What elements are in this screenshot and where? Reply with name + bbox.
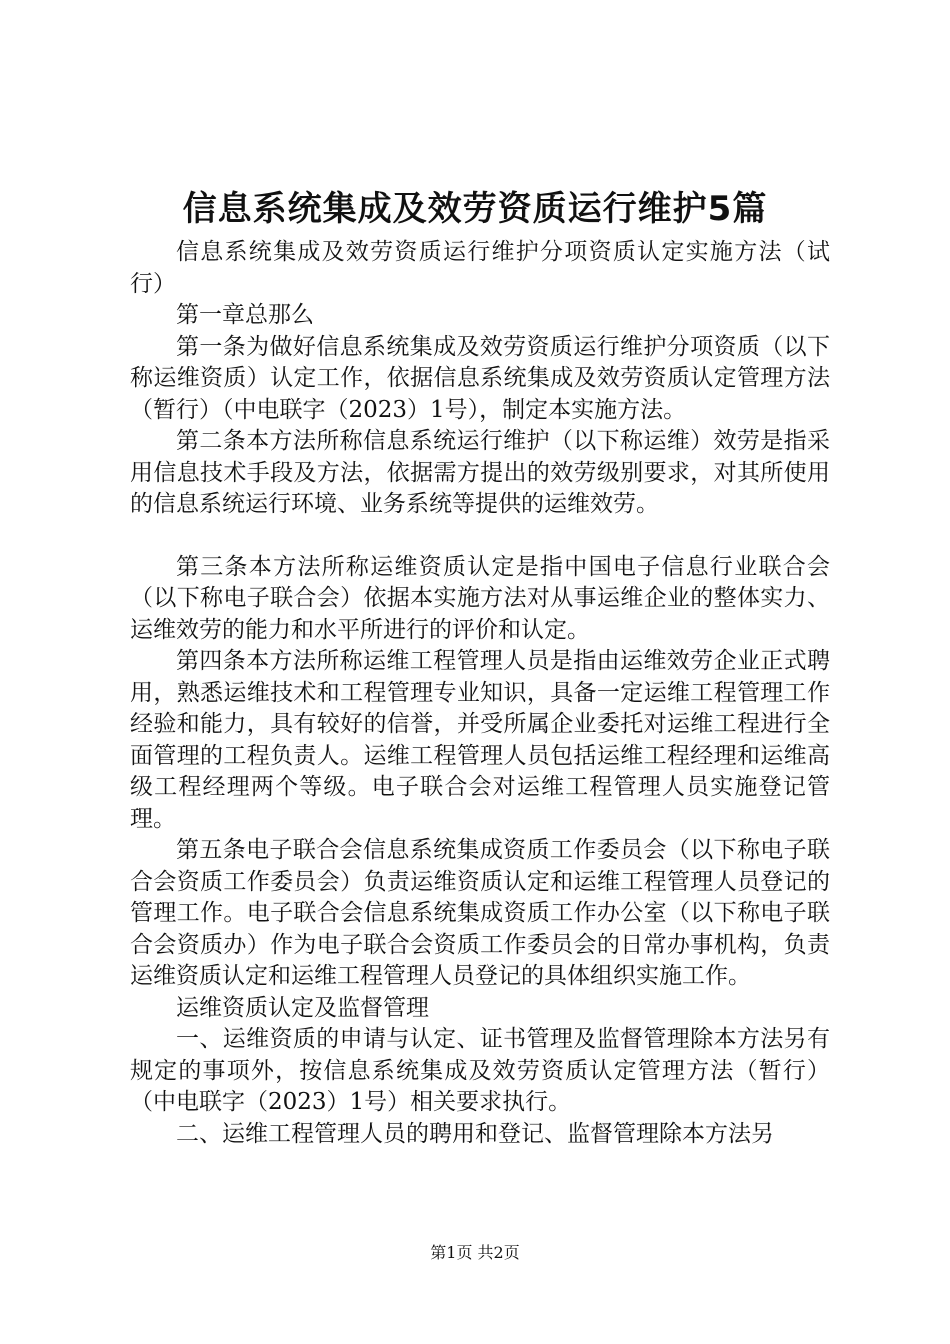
- paragraph-item-2: 二、运维工程管理人员的聘用和登记、监督管理除本方法另: [176, 1120, 774, 1147]
- paragraph-article-5: 第五条电子联合会信息系统集成资质工作委员会（以下称电子联合会资质工作委员会）负责运维资质认定和运维工程管理人员登记的管理工作。电子联合会信息系统集成资质工作办公室（以下称电子联合会资质办）作为电子联合会资质工作委员会的日常办事机构，负责运维资质认定和运维工程管理人员登记的具体组织实施工作。: [130, 837, 830, 989]
- paragraph-section-heading: 运维资质认定及监督管理: [176, 994, 429, 1021]
- paragraph-article-1: 第一条为做好信息系统集成及效劳资质运行维护分项资质（以下称运维资质）认定工作，依据信息系统集成及效劳资质认定管理方法（暂行）（中电联字（2023）1号），制定本实施方法。: [130, 333, 830, 423]
- paragraph-chapter-heading: 第一章总那么: [176, 302, 314, 328]
- page-number-footer: 第1页 共2页: [430, 1243, 520, 1262]
- document-body: [130, 237, 830, 1150]
- paragraph-article-4: 第四条本方法所称运维工程管理人员是指由运维效劳企业正式聘用，熟悉运维技术和工程管理专业知识，具备一定运维工程管理工作经验和能力，具有较好的信誉，并受所属企业委托对运维工程进行全面管理的工程负责人。运维工程管理人员包括运维工程经理和运维高级工程经理两个等级。电子联合会对运维工程管理人员实施登记管理。: [130, 648, 830, 832]
- document-title: 信息系统集成及效劳资质运行维护5篇: [182, 189, 768, 229]
- paragraph-subtitle: 信息系统集成及效劳资质运行维护分项资质认定实施方法（试行）: [130, 239, 830, 297]
- paragraph-item-1: 一、运维资质的申请与认定、证书管理及监督管理除本方法另有规定的事项外，按信息系统集成及效劳资质认定管理方法（暂行）（中电联字（2023）1号）相关要求执行。: [130, 1026, 830, 1115]
- paragraph-article-3: 第三条本方法所称运维资质认定是指中国电子信息行业联合会（以下称电子联合会）依据本实施方法对从事运维企业的整体实力、运维效劳的能力和水平所进行的评价和认定。: [130, 553, 830, 643]
- paragraph-article-2: 第二条本方法所称信息系统运行维护（以下称运维）效劳是指采用信息技术手段及方法，依据需方提出的效劳级别要求，对其所使用的信息系统运行环境、业务系统等提供的运维效劳。: [130, 428, 830, 517]
